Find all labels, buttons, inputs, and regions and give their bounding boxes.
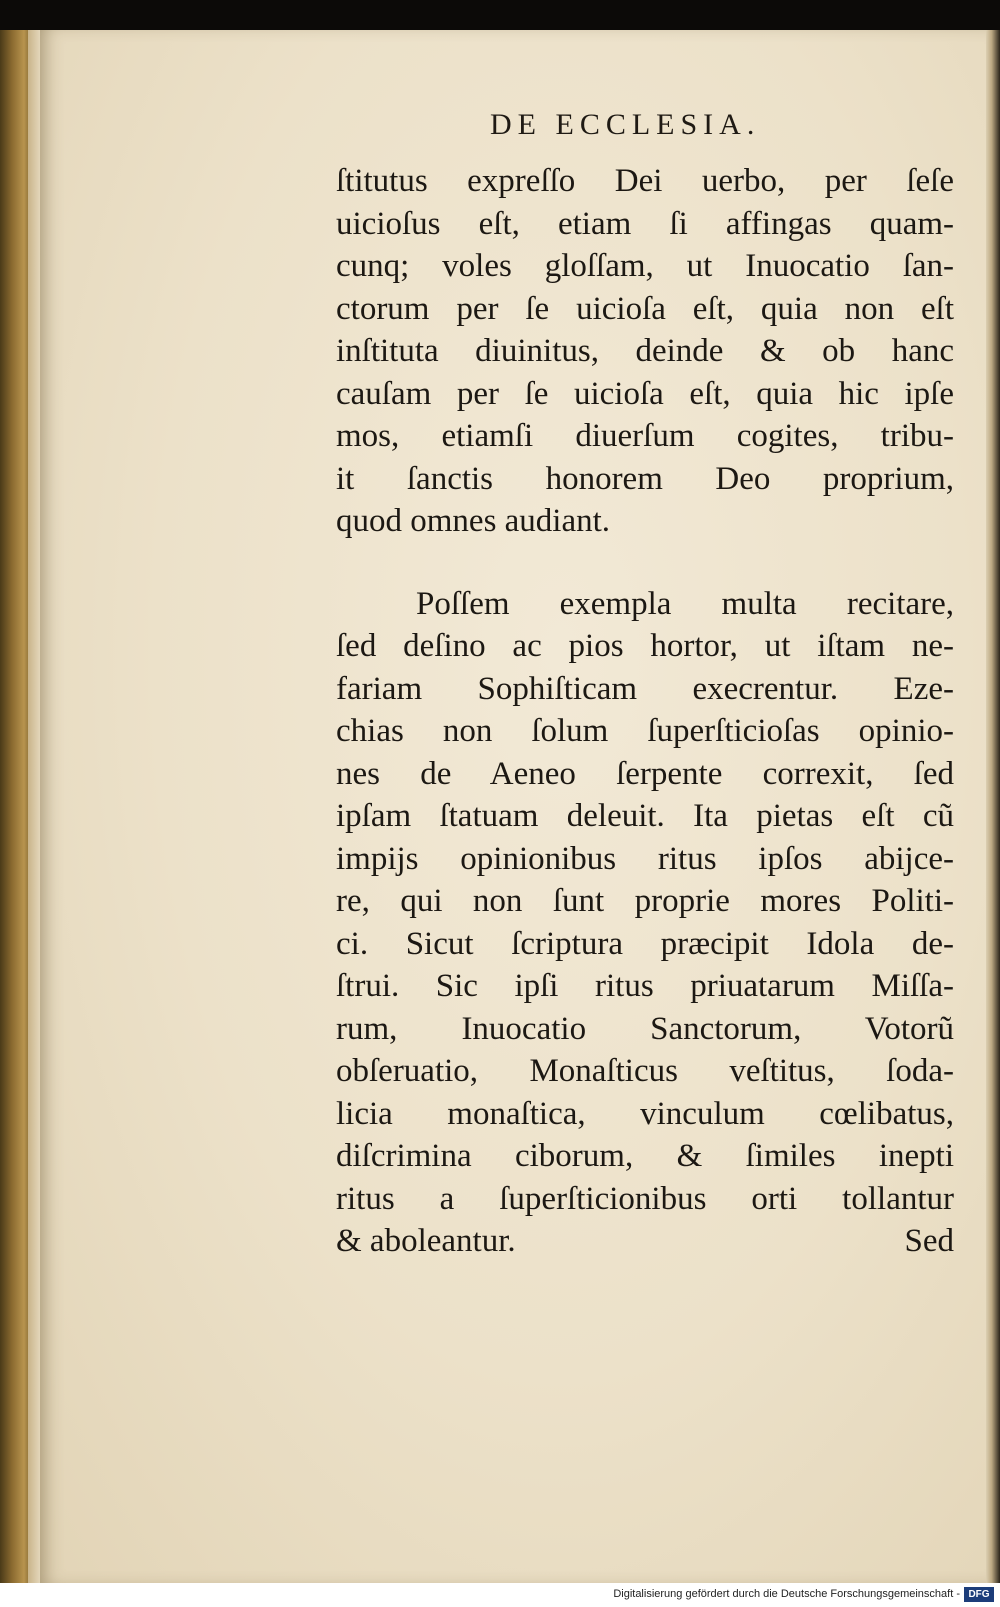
text-line: ctorum per ſe uicioſa eſt, quia non eſt (336, 290, 954, 327)
text-line: quod omnes audiant. (336, 503, 611, 539)
text-line: ipſam ſtatuam deleuit. Ita pietas eſt cũ (336, 798, 954, 834)
text-line: it ſanctis honorem Deo proprium, (336, 460, 954, 497)
text-line: ci. Sicut ſcriptura præcipit Idola de- (336, 925, 954, 962)
text-line: ſed deſino ac pios hortor, ut iſtam ne- (336, 628, 954, 664)
running-header: DE ECCLESIA. (490, 108, 761, 141)
text-line: obſeruatio, Monaſticus veſtitus, ſoda- (336, 1053, 954, 1089)
paragraph-2 (336, 583, 954, 1263)
text-line: diſcrimina ciborum, & ſimiles inepti (336, 1138, 954, 1174)
scan-top-band (0, 0, 1000, 30)
text-line: licia monaſtica, vinculum cœlibatus, (336, 1095, 954, 1132)
text-line: ſtitutus expreſſo Dei uerbo, per ſeſe (336, 163, 954, 199)
text-line: nes de Aeneo ſerpente correxit, ſed (336, 755, 954, 792)
text-block (336, 160, 954, 1263)
paragraph-1 (336, 160, 954, 543)
last-line (336, 1220, 954, 1263)
text-line: inſtituta diuinitus, deinde & ob hanc (336, 333, 954, 369)
text-line: cauſam per ſe uicioſa eſt, quia hic ipſe (336, 375, 954, 412)
text-line: mos, etiamſi diuerſum cogites, tribu- (336, 418, 954, 454)
page-edge (986, 30, 1000, 1583)
text-line: ſtrui. Sic ipſi ritus priuatarum Miſſa- (336, 968, 954, 1004)
digitization-credit: Digitalisierung gefördert durch die Deutsche Forschungsgemeinschaft - (613, 1588, 960, 1600)
paragraph-gap (336, 543, 954, 583)
text-line: & aboleantur. (336, 1223, 516, 1259)
text-line: impijs opinionibus ritus ipſos abijce- (336, 840, 954, 877)
text-line: re, qui non ſunt proprie mores Politi- (336, 883, 954, 919)
text-line: cunq; voles gloſſam, ut Inuocatio ſan- (336, 248, 954, 284)
text-line: uicioſus eſt, etiam ſi affingas quam- (336, 205, 954, 242)
catchword: Sed (904, 1223, 954, 1259)
dfg-logo-icon: DFG (964, 1587, 994, 1602)
footer-bar (0, 1583, 1000, 1607)
text-line: rum, Inuocatio Sanctorum, Votorũ (336, 1010, 954, 1047)
text-line: chias non ſolum ſuperſticioſas opinio- (336, 713, 954, 749)
text-line: ritus a ſuperſticionibus orti tollantur (336, 1180, 954, 1217)
text-line: fariam Sophiſticam execrentur. Eze- (336, 670, 954, 707)
text-line: Poſſem exempla multa recitare, (416, 585, 954, 622)
